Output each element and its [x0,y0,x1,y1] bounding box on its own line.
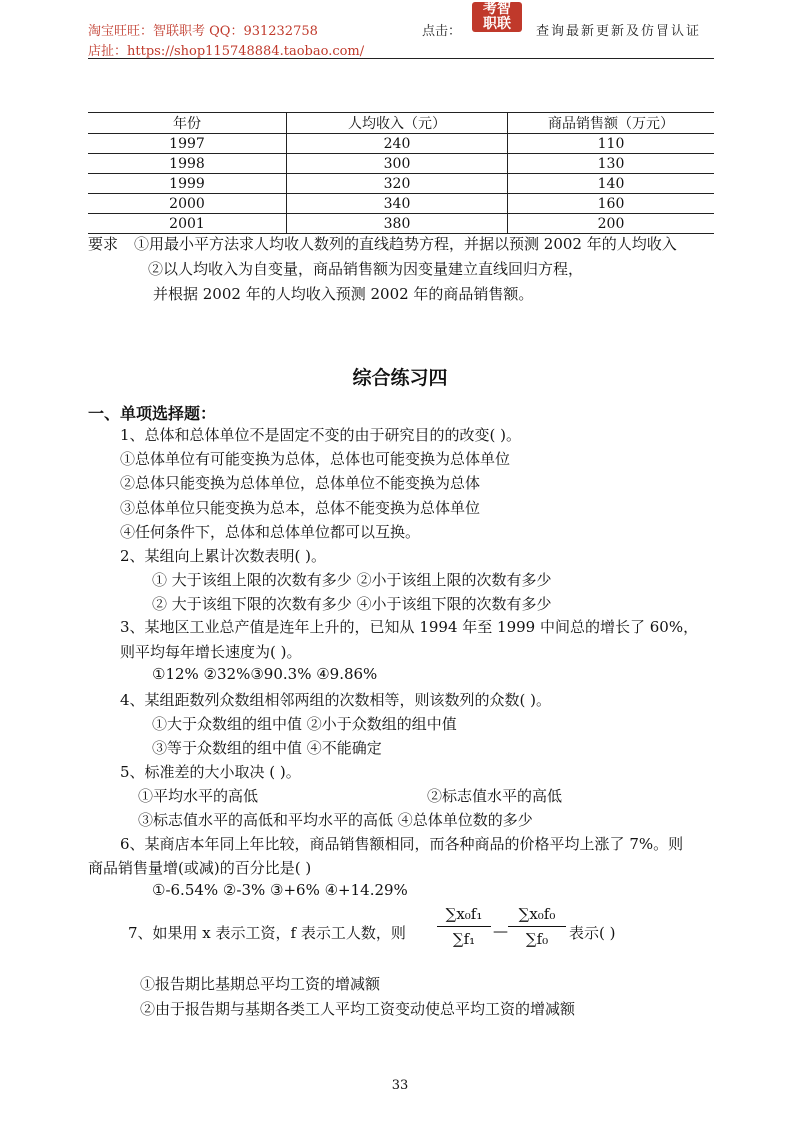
q7-stem: 7、如果用 x 表示工资，f 表示工人数，则 [128,924,406,942]
q4-options-1: ①大于众数组的组中值 ②小于众数组的组中值 [152,715,457,733]
q6-stem-cont: 商品销售量增(或减)的百分比是( ) [88,859,312,877]
page-title: 综合练习四 [352,367,448,389]
cell: 240 [287,134,508,154]
q5-option-2: ②标志值水平的高低 [427,787,563,805]
table-row [88,154,714,174]
q7-tail: 表示( ) [569,924,616,942]
q5-option-1: ①平均水平的高低 [138,787,259,805]
click-label: 点击： [422,24,462,39]
q5-options-3-4: ③标志值水平的高低和平均水平的高低 ④总体单位数的多少 [138,811,533,829]
q7-option-1: ①报告期比基期总平均工资的增减额 [140,975,381,993]
fraction-bar [437,926,491,927]
minus-sign: — [493,922,508,940]
cell: 380 [287,214,508,234]
cell: 320 [287,174,508,194]
req-item-3: 并根据 2002 年的人均收入预测 2002 年的商品销售额。 [153,285,534,303]
q5-stem: 5、标准差的大小取决 ( )。 [120,763,301,781]
cell: 340 [287,194,508,214]
cell: 130 [508,154,715,174]
fraction-2-denominator: ∑f₀ [525,930,549,948]
col-sales: 商品销售额（万元） [508,113,715,134]
cell: 1998 [169,155,205,172]
table-row [88,194,714,214]
q4-stem: 4、某组距数列众数组相邻两组的次数相等，则该数列的众数( )。 [120,691,552,709]
table-row [88,134,714,154]
q4-options-2: ③等于众数组的组中值 ④不能确定 [152,739,382,757]
q6-options: ①-6.54% ②-3% ③+6% ④+14.29% [152,881,408,899]
cell: 1999 [169,175,205,192]
req-label: 要求 [88,235,119,253]
cell: 140 [508,174,715,194]
req-item-2: ②以人均收入为自变量，商品销售额为因变量建立直线回归方程， [148,260,584,278]
req-item-1: ①用最小平方法求人均收人数列的直线趋势方程，并据以预测 2002 年的人均收入 [134,235,677,253]
q1-stem: 1、总体和总体单位不是固定不变的由于研究目的的改变( )。 [120,426,522,444]
col-income: 人均收入（元） [287,113,508,134]
shop-info: 淘宝旺旺：智联职考 QQ：931232758 [88,24,318,39]
q3-options: ①12% ②32%③90.3% ④9.86% [152,665,378,683]
q6-stem: 6、某商店本年同上年比较，商品销售额相同，而各种商品的价格平均上涨了 7%。则 [120,835,684,853]
cell: 160 [508,194,715,214]
logo-line-1: 考智 [483,1,511,17]
cell: 2001 [169,215,205,232]
header-rule [88,58,714,59]
zhilian-logo[interactable] [472,2,522,32]
logo-line-2: 职联 [483,16,511,32]
table-row [88,214,714,234]
fraction-bar [508,926,566,927]
q3-stem: 3、某地区工业总产值是连年上升的，已知从 1994 年至 1999 中间总的增长了 60%， [120,618,699,636]
fraction-1-numerator: ∑x₀f₁ [445,905,483,923]
section-heading: 一、单项选择题： [88,404,217,423]
q7-option-2: ②由于报告期与基期各类工人平均工资变动使总平均工资的增减额 [140,1000,576,1018]
q1-option-3: ③总体单位只能变换为总本，总体不能变换为总体单位 [120,499,481,517]
table-row [88,174,714,194]
table-header-row [88,113,714,134]
page-number: 33 [391,1078,409,1093]
cell: 300 [287,154,508,174]
q2-options-1: ① 大于该组上限的次数有多少 ②小于该组上限的次数有多少 [152,571,552,589]
q1-option-2: ②总体只能变换为总体单位，总体单位不能变换为总体 [120,474,481,492]
cell: 1997 [169,135,205,152]
q1-option-1: ①总体单位有可能变换为总体，总体也可能变换为总体单位 [120,450,511,468]
cell: 110 [508,134,715,154]
income-sales-table [88,112,714,234]
cell: 200 [508,214,715,234]
cell: 2000 [169,195,205,212]
fraction-2-numerator: ∑x₀f₀ [518,905,556,923]
shop-url-link[interactable]: 店扯：https://shop115748884.taobao.com/ [88,44,365,59]
q3-stem-cont: 则平均每年增长速度为( )。 [120,643,302,661]
fraction-1-denominator: ∑f₁ [452,930,476,948]
q1-option-4: ④任何条件下，总体和总体单位都可以互换。 [120,523,421,541]
q2-options-2: ② 大于该组下限的次数有多少 ④小于该组下限的次数有多少 [152,595,552,613]
q7-fraction-2 [508,903,566,950]
q7-fraction-1 [437,903,491,950]
q2-stem: 2、某组向上累计次数表明( )。 [120,547,327,565]
col-year: 年份 [173,116,201,132]
verify-link[interactable]: 查询最新更新及仿冒认证 [536,24,702,39]
